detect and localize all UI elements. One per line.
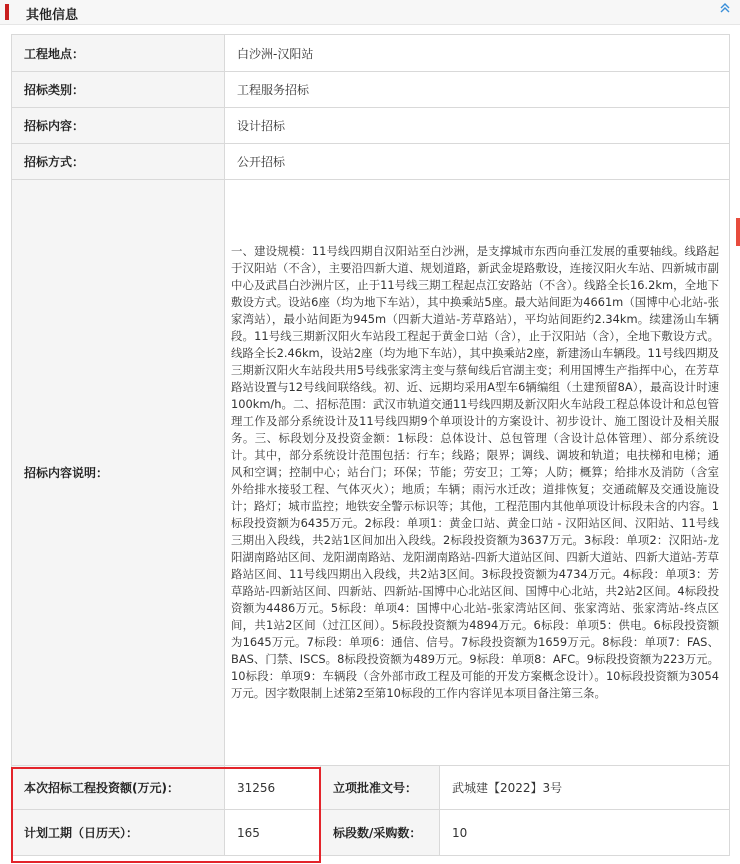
- lots-label: 标段数/采购数：: [321, 810, 440, 856]
- category-label: 招标类别：: [12, 72, 225, 108]
- approval-value: 武城建【2022】3号: [440, 766, 730, 810]
- chevron-up-icon-svg: [720, 2, 730, 14]
- table-row-method: [12, 144, 730, 180]
- section-header: [0, 0, 740, 25]
- method-label: 招标方式：: [12, 144, 225, 180]
- table-row-category: [12, 72, 730, 108]
- table-row-content: [12, 108, 730, 144]
- description-label: 招标内容说明：: [12, 180, 225, 766]
- info-table: [11, 34, 730, 856]
- table-row-duration: [12, 810, 730, 856]
- table-row-description: [12, 180, 730, 766]
- chevron-up-icon[interactable]: [718, 2, 732, 18]
- duration-label: 计划工期（日历天）：: [12, 810, 225, 856]
- table-row-location: [12, 35, 730, 72]
- method-value: 公开招标: [225, 144, 730, 180]
- investment-value: 31256: [225, 766, 321, 810]
- location-label: 工程地点：: [12, 35, 225, 72]
- description-text: 一、建设规模：11号线四期自汉阳站至白沙洲，是支撑城市东西向垂江发展的重要轴线。线路起于汉阳站（不含），主要沿四新大道、规划道路，新武金堤路敷设，连接汉阳火车站、四新城市副中心及武昌白沙洲片区，止于11号线三期工程起点江安路站（不含）。线路全长16.2km，全地下敷设方式。设站6座（均为地下车站），其中换乘站5座。最大站间距为4661m（国博中心北站-张家湾站），最小站间距为945m（四新大道站-芳草路站），平均站间距约2.34km。续建汤山车辆段。11号线三期新汉阳火车站段工程起于黄金口站（含），止于汉阳站（含），全地下敷设方式。线路全长2.46km，设站2座（均为地下车站），其中换乘站2座，新建汤山车辆段。11号线四期及三期新汉阳火车站段共用5号线张家湾主变与蔡甸线后官湖主变；利用国博生产指挥中心，在芳草路站设置与12号线间联络线。初、近、远期均采用A型车6辆编组（土建预留8A），最高设计时速100km/h。二、招标范围：武汉市轨道交通11号线四期及新汉阳火车站段工程总体设计和总包管理工作及部分系统设计及11号线四期9个单项设计的方案设计、初步设计、施工图设计及相关服务。三、标段划分及投资金额：1标段：总体设计、总包管理（含设计总体管理）、部分系统设计。其中，部分系统设计范围包括：行车；线路；限界；调线、调坡和轨道；电扶梯和电梯；通风和空调；控制中心；站台门；环保；节能；劳安卫；工筹；人防；概算；给排水及消防（含室外给排水接驳工程、气体灭火）；地质；车辆；雨污水迁改；道排恢复；交通疏解及交通设施设计；路灯；城市监控；地铁安全警示标识等；其他，工程范围内其他单项设计标段未含的内容。1标段投资额为6435万元。2标段：单项1：黄金口站、黄金口站 - 汉阳站区间、汉阳站、11号线三期出入段线，共2站1区间加出入段线。2标段投资额为3637万元。3标段：单项2：汉阳站-龙阳湖南路站区间、龙阳湖南路站、龙阳湖南路站-四新大道站区间、四新大道站、四新大道站-芳草路站区间、11号线四期出入段线，共2站3区间。3标段投资额为4734万元。4标段：单项3：芳草路站-四新站区间、四新站、四新站-国博中心北站区间、国博中心北站，共2站2区间。4标段投资额为4486万元。5标段：单项4：国博中心北站-张家湾站区间、张家湾站、张家湾站-终点区间，共1站2区间（过江区间）。5标段投资额为4894万元。6标段：单项5：供电。6标段投资额为1645万元。7标段：单项6：通信、信号。7标段投资额为1659万元。8标段：单项7：FAS、BAS、门禁、ISCS。8标段投资额为489万元。9标段：单项8：AFC。9标段投资额为223万元。10标段：单项9：车辆段（含外部市政工程及可能的开发方案概念设计）。10标段投资额为3054万元。因字数限制上述第2至第10标段的工作内容详见本项目备注第三条。: [225, 180, 730, 766]
- section-title: 其他信息: [26, 8, 79, 23]
- investment-label: 本次招标工程投资额(万元)：: [12, 766, 225, 810]
- category-value: 工程服务招标: [225, 72, 730, 108]
- location-value: 白沙洲-汉阳站: [225, 35, 730, 72]
- duration-value: 165: [225, 810, 321, 856]
- scroll-position-marker[interactable]: [736, 218, 740, 246]
- section-accent-bar: [5, 4, 9, 20]
- table-row-investment: [12, 766, 730, 810]
- approval-label: 立项批准文号：: [321, 766, 440, 810]
- lots-value: 10: [440, 810, 730, 856]
- content-value: 设计招标: [225, 108, 730, 144]
- content-label: 招标内容：: [12, 108, 225, 144]
